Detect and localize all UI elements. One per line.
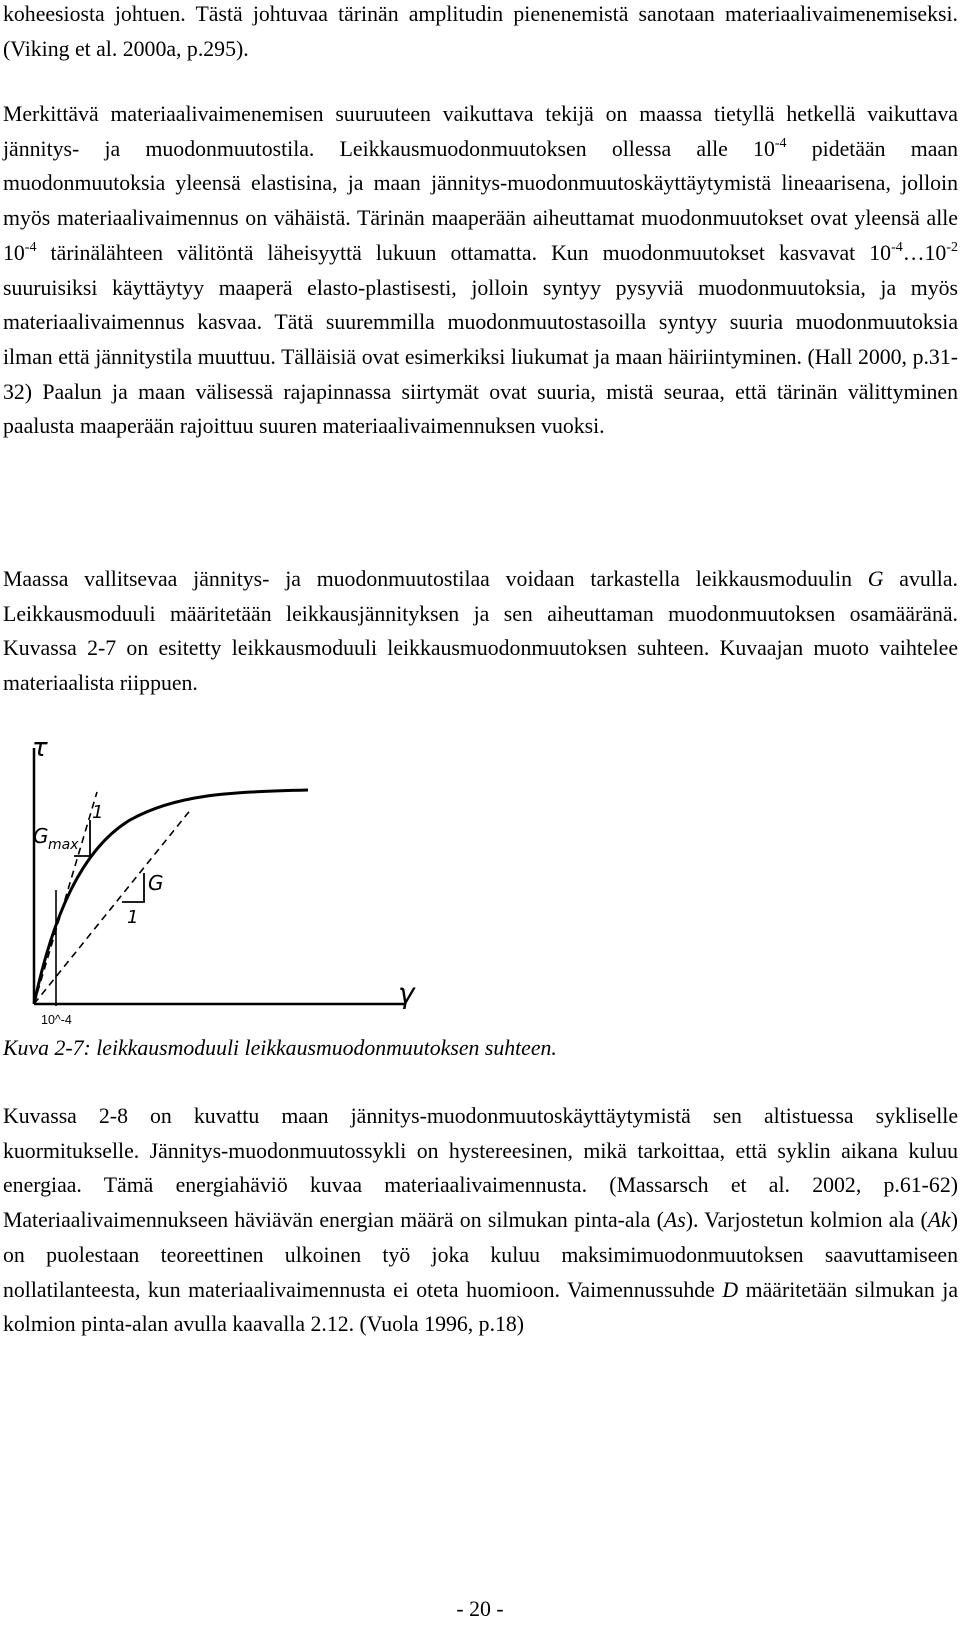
exponent: -4 — [891, 239, 903, 255]
paragraph-3 — [3, 562, 958, 701]
gmax-subscript: max — [48, 837, 79, 853]
x-tick-label: 10^-4 — [41, 1013, 72, 1027]
paragraph-2-text-a: Merkittävä materiaalivaimenemisen suuruuteen vaikuttava tekijä on maassa tietyllä hetkellä vaikuttava jännitys- ja muodonmuutostila. Leikkausmuodonmuutoksen ollessa alle 10 — [3, 102, 958, 161]
symbol-as: As — [663, 1208, 686, 1233]
exponent: -2 — [946, 239, 958, 255]
g-label: G — [148, 871, 164, 895]
paragraph-4-text-c: ) on puolestaan teoreettinen ulkoinen työ joka kuluu maksimimuodonmuutoksen saavuttamiseen nollatilanteesta, kun materiaalivaimennusta ei oteta huomioon. Vaimennussuhde — [3, 1208, 958, 1302]
paragraph-2 — [3, 97, 958, 444]
paragraph-4-text-d: määritetään silmukan ja kolmion pinta-alan avulla kaavalla 2.12. (Vuola 1996, p.18) — [3, 1277, 958, 1337]
paragraph-2-text-d: …10 — [902, 240, 947, 265]
paragraph-3-text-b: avulla. Leikkausmoduuli määritetään leikkausjännityksen ja sen aiheuttaman muodonmuutoksen osamääränä. Kuvassa 2-7 on esitetty leikkausmoduuli leikkausmuodonmuutoksen suhteen. Kuvaajan muoto vaihtelee materiaalista riippuen. — [3, 567, 958, 696]
exponent: -4 — [24, 239, 37, 255]
symbol-ak: Ak — [927, 1208, 951, 1233]
paragraph-1 — [3, 0, 958, 66]
figure-caption: Kuva 2-7: leikkausmoduuli leikkausmuodonmuutoksen suhteen. — [3, 1036, 557, 1060]
g-slope-triangle — [122, 873, 144, 902]
gmax-label: G — [33, 824, 49, 848]
paragraph-2-text-e: suuruisiksi käyttäytyy maaperä elasto-plastisesti, jolloin syntyy pysyviä muodonmuutoksia, ja myös materiaalivaimennus kasvaa. Tätä suuremmilla muodonmuutostasoilla syntyy suuria muodonmuutoksia ilman että jännitystila muuttuu. Tälläisiä ovat esimerkiksi liukumat ja maan häiriintyminen. (Hall 2000, p.31-32) Paalun ja maan välisessä rajapinnassa siirtymät ovat suuria, mistä seuraa, että tärinän välittyminen paalusta maaperään rajoittuu suuren materiaalivaimennuksen vuoksi. — [3, 275, 958, 439]
shear-modulus-diagram — [0, 740, 430, 1032]
exponent: -4 — [774, 135, 787, 151]
paragraph-4 — [3, 1099, 958, 1342]
symbol-g: G — [867, 567, 884, 591]
figure-shear-modulus — [0, 740, 430, 1032]
slope-one-label-2: 1 — [127, 907, 139, 928]
slope-one-label-1: 1 — [92, 802, 104, 823]
stress-strain-curve — [34, 790, 308, 1004]
x-axis-label: γ — [398, 977, 415, 1010]
paragraph-4-text-b: ). Varjostetun kolmion ala ( — [685, 1208, 928, 1233]
paragraph-3-text-a: Maassa vallitsevaa jännitys- ja muodonmuutostilaa voidaan tarkastella leikkausmoduulin — [3, 567, 868, 591]
symbol-d: D — [722, 1277, 739, 1302]
y-axis-label: τ — [32, 740, 48, 763]
paragraph-2-text-b: pidetään maan muodonmuutoksia yleensä elastisina, ja maan jännitys-muodonmuutoskäyttäytymistä lineaarisena, jolloin myös materiaalivaimennus on vähäistä. Tärinän maaperään aiheuttamat muodonmuutokset ovat yleensä alle 10 — [3, 136, 958, 265]
paragraph-2-text-c: tärinälähteen välitöntä läheisyyttä lukuun ottamatta. Kun muodonmuutokset kasvavat 10 — [36, 240, 892, 265]
paragraph-1-text: koheesiosta johtuen. Tästä johtuvaa tärinän amplitudin pienenemistä sanotaan materiaalivaimenemiseksi. (Viking et al. 2000a, p.295). — [3, 2, 958, 61]
page-number: - 20 - — [456, 1597, 504, 1621]
paragraph-4-text-a: Kuvassa 2-8 on kuvattu maan jännitys-muodonmuutoskäyttäytymistä sen altistuessa sykliselle kuormitukselle. Jännitys-muodonmuutossykli on hystereesinen, mikä tarkoittaa, että syklin aikana kuluu energiaa. Tämä energiahäviö kuvaa materiaalivaimennusta. (Massarsch et al. 2002, p.61-62) Materiaalivaimennukseen häviävän energian määrä on silmukan pinta-ala ( — [3, 1104, 958, 1233]
